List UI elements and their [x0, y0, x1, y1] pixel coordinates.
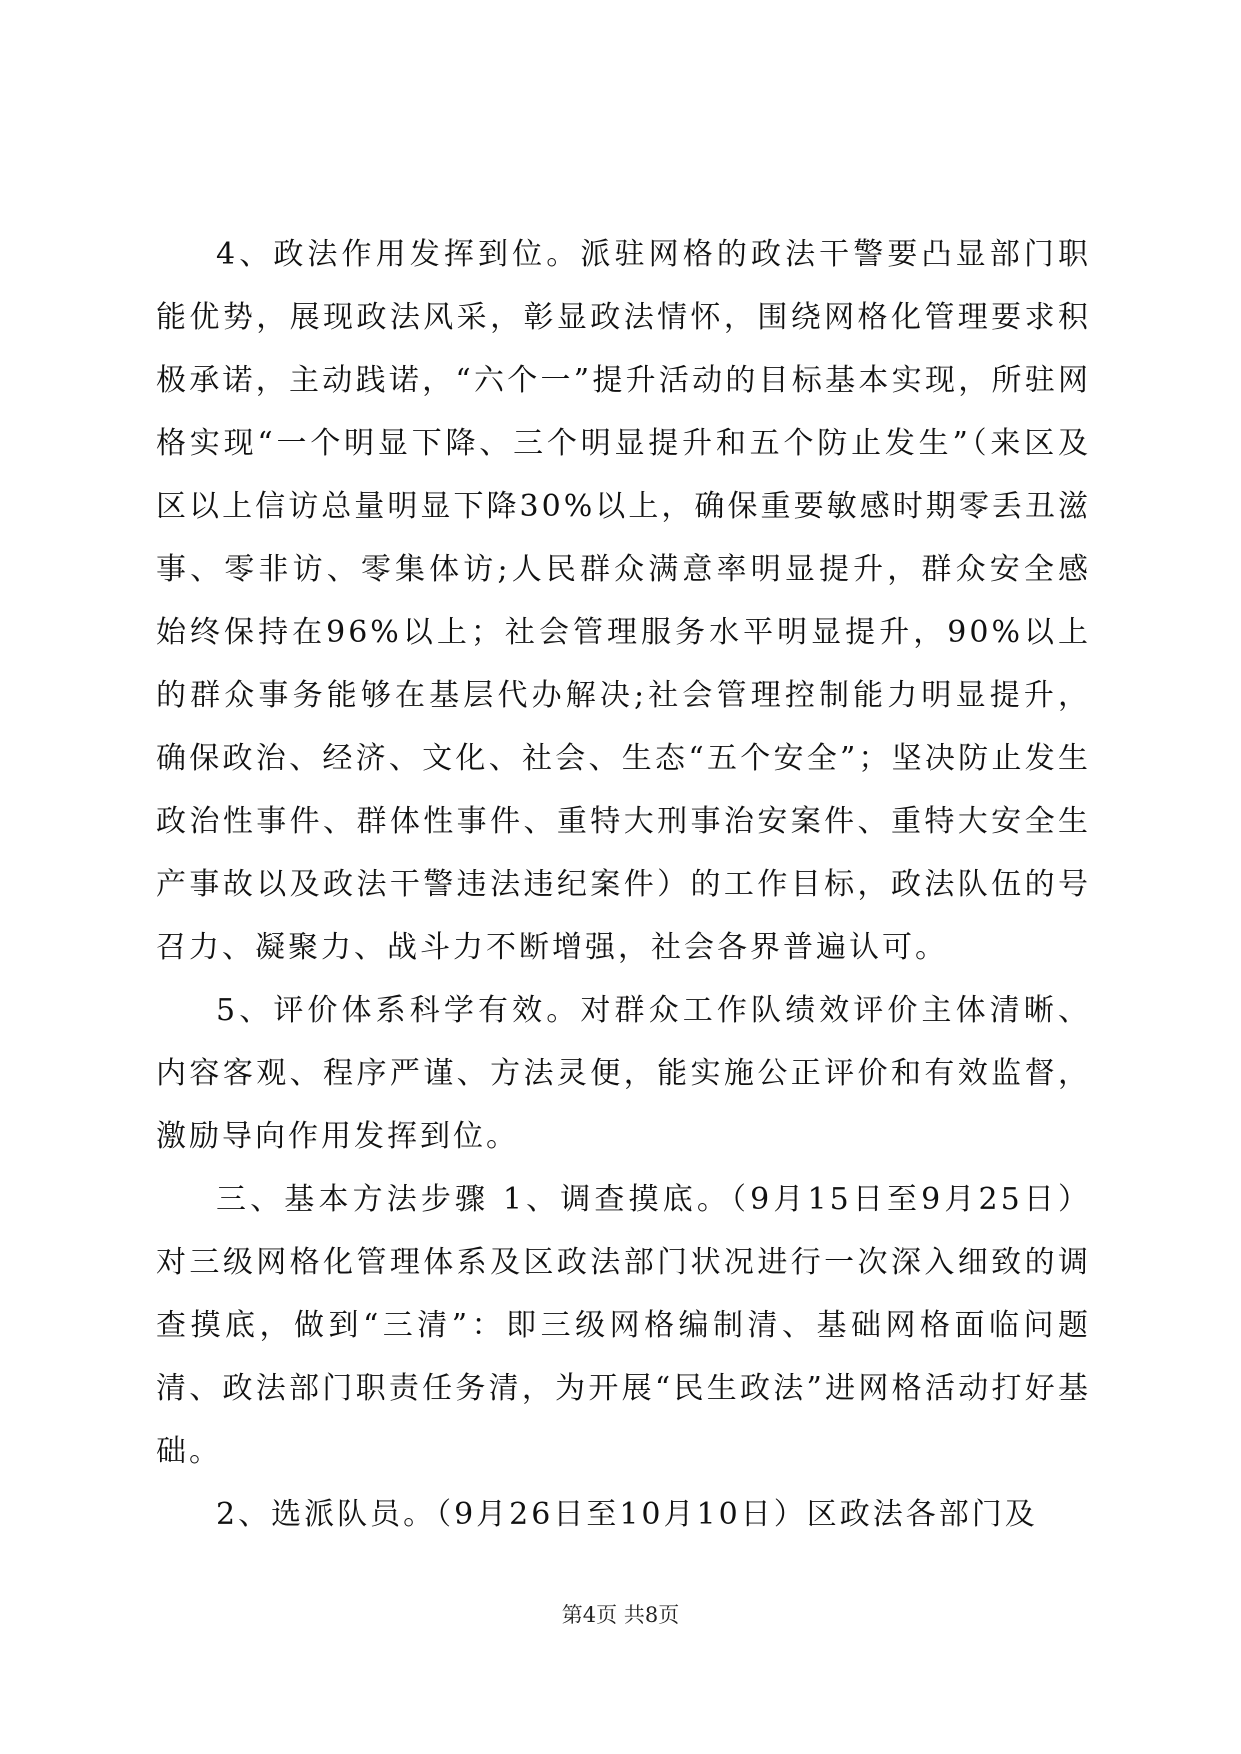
page-number-footer: 第4页 共8页: [561, 1603, 680, 1627]
paragraph-5-evaluation-system: 5、评价体系科学有效。对群众工作队绩效评价主体清晰、内容客观、程序严谨、方法灵便，能实施公正评价和有效监督，激励导向作用发挥到位。: [156, 993, 1091, 1154]
paragraph-4-political-law-role: 4、政法作用发挥到位。派驻网格的政法干警要凸显部门职能优势，展现政法风采，彰显政法情怀，围绕网格化管理要求积极承诺，主动践诺，“六个一”提升活动的目标基本实现，所驻网格实现“一个明显下降、三个明显提升和五个防止发生”（来区及区以上信访总量明显下降30%以上，确保重要敏感时期零丢丑滋事、零非访、零集体访;人民群众满意率明显提升，群众安全感始终保持在96%以上；社会管理服务水平明显提升，90%以上的群众事务能够在基层代办解决;社会管理控制能力明显提升，确保政治、经济、文化、社会、生态“五个安全”；坚决防止发生政治性事件、群体性事件、重特大刑事治安案件、重特大安全生产事故以及政法干警违法违纪案件）的工作目标，政法队伍的号召力、凝聚力、战斗力不断增强，社会各界普遍认可。: [156, 237, 1091, 965]
paragraph-basic-methods-survey: 三、基本方法步骤 1、调查摸底。（9月15日至9月25日）对三级网格化管理体系及区政法部门状况进行一次深入细致的调查摸底，做到“三清”：即三级网格编制清、基础网格面临问题清、政法部门职责任务清，为开展“民生政法”进网格活动打好基础。: [156, 1182, 1091, 1469]
document-body: [156, 223, 1091, 1546]
paragraph-select-members: 2、选派队员。（9月26日至10月10日）区政法各部门及: [216, 1497, 1038, 1532]
